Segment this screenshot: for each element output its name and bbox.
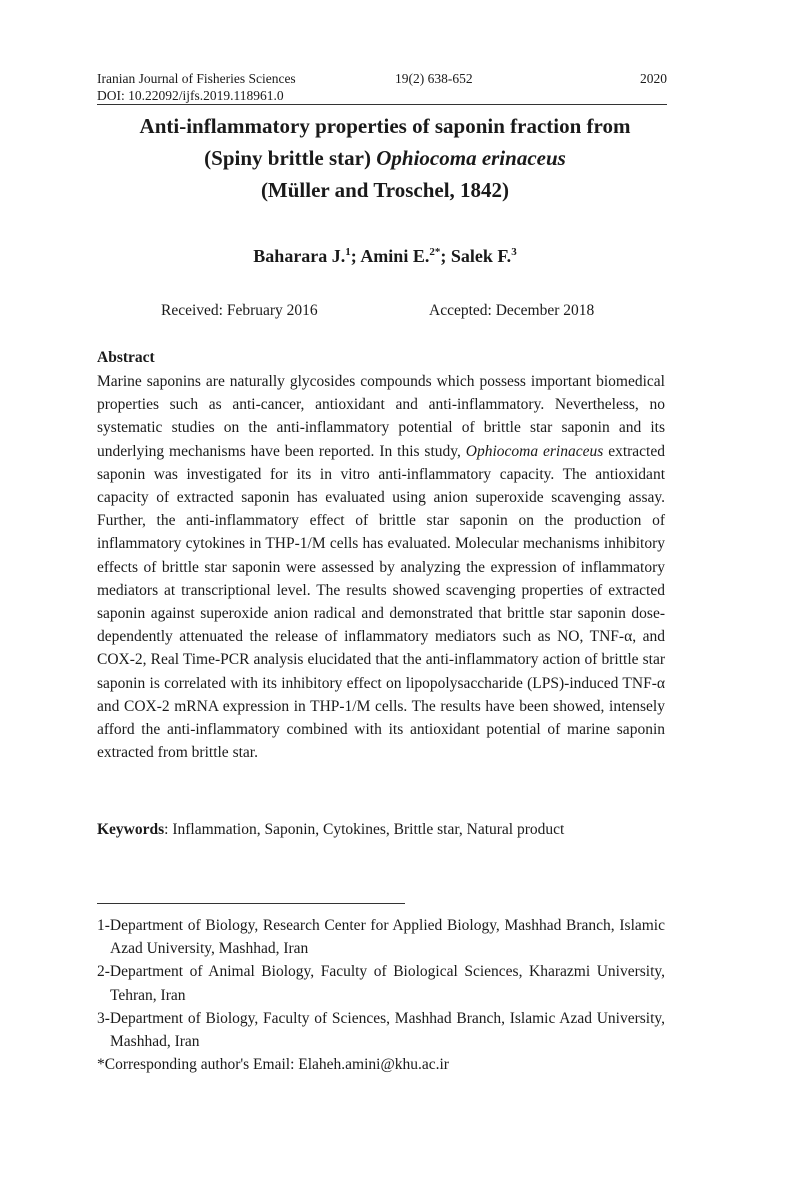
abstract-text-part-1: Marine saponins are naturally glycosides compounds which possess important biomedical properties such as anti-cancer, antioxidant and anti-inflammatory. Nevertheless, no systematic studies on the anti-inflammatory potential of brittle star saponin and its underlying mechanisms have been reported. In this study, — [97, 373, 665, 460]
corresponding-author-email[interactable]: *Corresponding author's Email: Elaheh.amini@khu.ac.ir — [97, 1056, 449, 1074]
title-line-2-plain: (Spiny brittle star) — [204, 146, 377, 170]
keywords — [97, 820, 665, 840]
header-rule — [97, 104, 667, 105]
author-name: Salek F. — [450, 246, 512, 266]
abstract-body — [97, 370, 665, 764]
author-affiliation: 2* — [429, 246, 441, 258]
author-list — [90, 244, 680, 268]
author-separator: ; — [350, 246, 361, 266]
title-line-1: Anti-inflammatory properties of saponin fraction from — [139, 114, 631, 138]
title-line-2 — [90, 142, 680, 174]
keywords-list: : Inflammation, Saponin, Cytokines, Brittle star, Natural product — [164, 821, 565, 838]
accepted-date: Accepted: December 2018 — [429, 302, 595, 319]
doi[interactable]: DOI: 10.22092/ijfs.2019.118961.0 — [97, 88, 284, 103]
footnote-rule — [97, 903, 405, 904]
footnote-affiliation-2: 2-Department of Animal Biology, Faculty of Biological Sciences, Kharazmi University, Tehran, Iran — [97, 963, 665, 1004]
journal-name: Iranian Journal of Fisheries Sciences — [97, 71, 296, 86]
title-species: Ophiocoma erinaceus — [376, 146, 566, 170]
keywords-label: Keywords — [97, 821, 165, 838]
footnotes — [97, 914, 665, 1076]
author-name: Amini E. — [360, 246, 430, 266]
publication-year: 2020 — [640, 71, 667, 86]
title-line-3: (Müller and Troschel, 1842) — [260, 178, 510, 202]
abstract-heading: Abstract — [97, 349, 155, 366]
abstract-species: Ophiocoma erinaceus — [465, 442, 604, 460]
footnote-affiliation-1: 1-Department of Biology, Research Center for Applied Biology, Mashhad Branch, Islamic Azad University, Mashhad, Iran — [97, 917, 665, 958]
volume-pages: 19(2) 638-652 — [395, 71, 473, 86]
author-separator: ; — [440, 246, 451, 266]
footnote-affiliation-3: 3-Department of Biology, Faculty of Sciences, Mashhad Branch, Islamic Azad University, Mashhad, Iran — [97, 1009, 665, 1051]
author-affiliation: 3 — [511, 246, 517, 258]
author-affiliation: 1 — [345, 246, 351, 258]
author-name: Baharara J. — [253, 246, 346, 266]
paper-title — [90, 110, 680, 206]
received-date: Received: February 2016 — [161, 302, 318, 319]
abstract-text-part-2: extracted saponin was investigated for its in vitro anti-inflammatory capacity. The antioxidant capacity of extracted saponin has evaluated using anion superoxide scavenging assay. Further, the anti-inflammatory effect of brittle star saponin on the production of inflammatory cytokines in THP-1/M cells has evaluated. Molecular mechanisms inhibitory effects of brittle star saponin were assessed by analyzing the expression of inflammatory mediators at transcriptional level. The results showed scavenging properties of extracted saponin against superoxide anion radical and demonstrated that brittle star saponin dose-dependently attenuated the release of inflammatory mediators such as NO, TNF-α, and COX-2, Real Time-PCR analysis elucidated that the anti-inflammatory action of brittle star saponin is correlated with its inhibitory effect on lipopolysaccharide (LPS)-induced TNF-α and COX-2 mRNA expression in THP-1/M cells. The results have been showed, intensely afford the anti-inflammatory combined with its antioxidant potential of marine saponin extracted from brittle star. — [97, 442, 665, 762]
